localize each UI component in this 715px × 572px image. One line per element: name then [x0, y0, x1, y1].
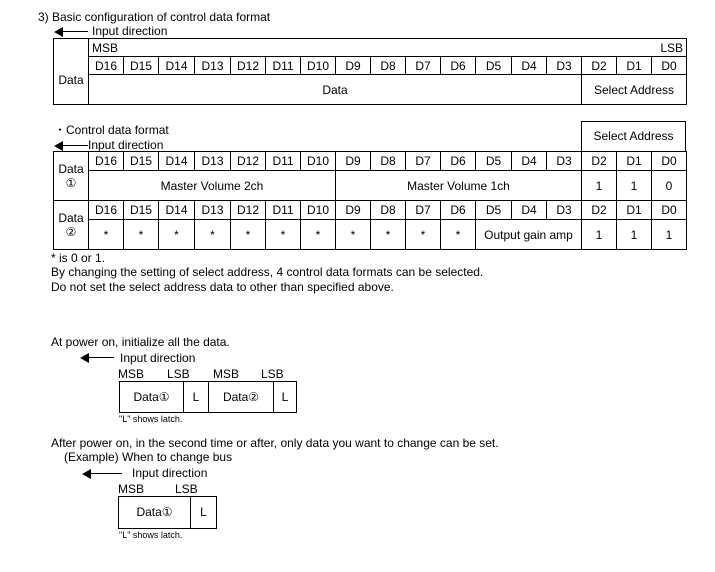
address-d1: 1: [617, 220, 652, 250]
bit-d8: D8: [371, 152, 406, 171]
input-direction-arrow: [54, 141, 88, 151]
bit-d1: D1: [617, 152, 652, 171]
header-spacer: [124, 39, 652, 57]
note-star: * is 0 or 1.: [51, 251, 106, 265]
after-power-on-text: After power on, in the second time or after, only data you want to change can be set.: [51, 436, 499, 450]
msb-label: MSB: [213, 367, 240, 381]
output-gain-amp: Output gain amp: [476, 220, 582, 250]
bit-d11: D11: [266, 152, 301, 171]
section-heading-basic-config: 3) Basic configuration of control data format: [38, 10, 271, 24]
note-select-address: By changing the setting of select address, 4 control data formats can be selected.: [51, 265, 484, 279]
row-label-data1: [54, 152, 89, 201]
power-on-text: At power on, initialize all the data.: [51, 335, 230, 349]
bit-d14: D14: [159, 57, 195, 75]
section-heading-control-format: ・Control data format: [54, 123, 169, 137]
lsb-label: LSB: [261, 367, 284, 381]
input-direction-label: Input direction: [120, 351, 196, 365]
bit-d16: D16: [89, 152, 124, 171]
bit-d1: D1: [617, 57, 652, 75]
data1-block: Data①: [118, 496, 191, 529]
bit-d6: D6: [441, 57, 476, 75]
star-cell: *: [231, 220, 266, 250]
data1-block: Data①: [119, 381, 184, 413]
star-cell: *: [441, 220, 476, 250]
bit-d13: D13: [195, 201, 231, 220]
data2-block: Data②: [208, 381, 274, 413]
address-d1: 1: [617, 171, 652, 201]
bit-d1: D1: [617, 201, 652, 220]
msb-label: MSB: [89, 39, 124, 57]
master-volume-2ch: Master Volume 2ch: [89, 171, 336, 201]
star-cell: *: [159, 220, 195, 250]
bit-d2: D2: [582, 152, 617, 171]
latch-note: "L" shows latch.: [119, 530, 183, 540]
bit-d10: D10: [301, 201, 336, 220]
bit-d14: D14: [159, 201, 195, 220]
latch-block: L: [273, 381, 297, 413]
bit-d7: D7: [406, 57, 441, 75]
bit-d10: D10: [301, 152, 336, 171]
bit-d2: D2: [582, 201, 617, 220]
row-label-data: Data: [54, 57, 89, 105]
latch-block: L: [190, 496, 217, 529]
star-cell: *: [336, 220, 371, 250]
star-cell: *: [195, 220, 231, 250]
bit-d5: D5: [476, 57, 512, 75]
bit-d5: D5: [476, 152, 512, 171]
bit-d9: D9: [336, 201, 371, 220]
bit-d9: D9: [336, 152, 371, 171]
row-label-data2: [54, 201, 89, 250]
data-field: Data: [89, 75, 582, 105]
bit-d13: D13: [195, 57, 231, 75]
bit-d2: D2: [582, 57, 617, 75]
bit-d9: D9: [336, 57, 371, 75]
input-direction-arrow: [80, 353, 114, 363]
bit-d0: D0: [652, 201, 687, 220]
bit-d16: D16: [89, 201, 124, 220]
bit-d4: D4: [512, 201, 547, 220]
bit-d4: D4: [512, 152, 547, 171]
bit-d7: D7: [406, 152, 441, 171]
address-d2: 1: [582, 220, 617, 250]
lsb-label: LSB: [652, 39, 687, 57]
bit-d7: D7: [406, 201, 441, 220]
address-d0: 1: [652, 220, 687, 250]
lsb-label: LSB: [167, 367, 190, 381]
bit-d6: D6: [441, 201, 476, 220]
input-direction-arrow: [54, 27, 88, 37]
bit-d15: D15: [124, 201, 159, 220]
star-cell: *: [371, 220, 406, 250]
input-direction-arrow: [82, 469, 122, 479]
bit-d6: D6: [441, 152, 476, 171]
lsb-label: LSB: [175, 482, 198, 496]
bit-d15: D15: [124, 57, 159, 75]
data2-number: ②: [65, 225, 77, 239]
star-cell: *: [89, 220, 124, 250]
bit-d16: D16: [89, 57, 124, 75]
star-cell: *: [124, 220, 159, 250]
address-d0: 0: [652, 171, 687, 201]
select-address-header: Select Address: [581, 121, 686, 152]
corner-cell: [54, 39, 89, 57]
bit-d13: D13: [195, 152, 231, 171]
basic-config-table: [53, 38, 687, 105]
latch-block: L: [183, 381, 209, 413]
star-cell: *: [301, 220, 336, 250]
bit-d0: D0: [652, 152, 687, 171]
bit-d11: D11: [266, 201, 301, 220]
data2-label: Data: [58, 211, 84, 225]
bit-d15: D15: [124, 152, 159, 171]
data1-label: Data: [58, 162, 84, 176]
bit-d3: D3: [547, 201, 582, 220]
example-text: (Example) When to change bus: [64, 450, 233, 464]
bit-d12: D12: [231, 201, 266, 220]
msb-label: MSB: [118, 482, 145, 496]
bit-d3: D3: [547, 152, 582, 171]
bit-d5: D5: [476, 201, 512, 220]
input-direction-label: Input direction: [132, 466, 208, 480]
bit-d12: D12: [231, 57, 266, 75]
bit-d12: D12: [231, 152, 266, 171]
latch-note: "L" shows latch.: [119, 414, 183, 424]
bit-d14: D14: [159, 152, 195, 171]
data1-number: ①: [65, 176, 77, 190]
note-do-not-set: Do not set the select address data to other than specified above.: [51, 280, 394, 294]
bit-d8: D8: [371, 201, 406, 220]
input-direction-label: Input direction: [88, 138, 164, 152]
bit-d4: D4: [512, 57, 547, 75]
select-address-field: Select Address: [582, 75, 687, 105]
star-cell: *: [406, 220, 441, 250]
address-d2: 1: [582, 171, 617, 201]
control-format-table: [53, 151, 687, 250]
msb-label: MSB: [118, 367, 145, 381]
bit-d3: D3: [547, 57, 582, 75]
bit-d8: D8: [371, 57, 406, 75]
bit-d10: D10: [301, 57, 336, 75]
input-direction-label: Input direction: [92, 24, 168, 38]
bit-d11: D11: [266, 57, 301, 75]
master-volume-1ch: Master Volume 1ch: [336, 171, 582, 201]
star-cell: *: [266, 220, 301, 250]
bit-d0: D0: [652, 57, 687, 75]
